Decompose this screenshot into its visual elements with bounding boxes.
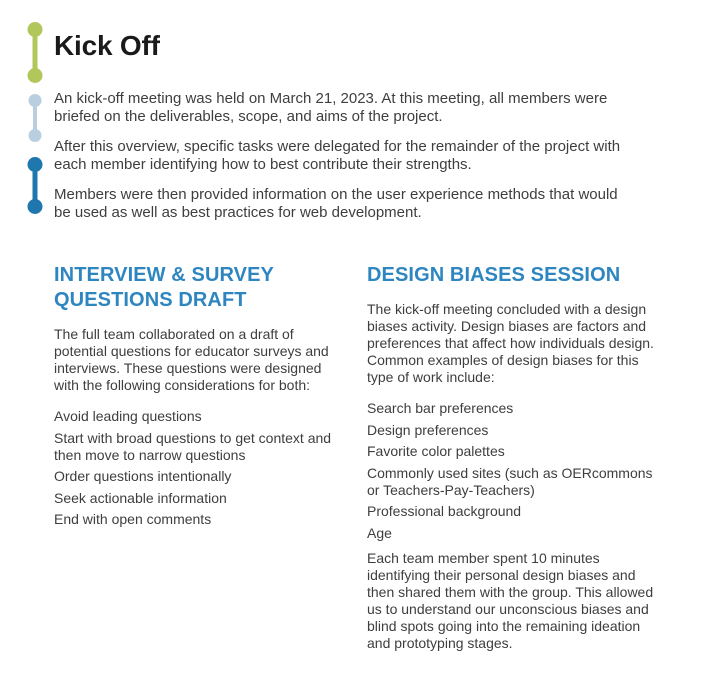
timeline-connector-darkblue-icon xyxy=(27,157,42,214)
intro-section xyxy=(54,90,634,234)
interview-survey-column xyxy=(54,263,345,652)
timeline-dot-icon xyxy=(27,68,42,83)
considerations-list xyxy=(54,408,345,528)
list-item: Age xyxy=(367,524,392,541)
section-heading-interview-survey: INTERVIEW & SURVEY QUESTIONS DRAFT xyxy=(54,264,274,311)
section-paragraph: The full team collaborated on a draft of potential questions for educator surveys and interviews. These questions were designed with the following considerations for both: xyxy=(54,326,329,393)
list-item: End with open comments xyxy=(54,511,212,527)
timeline-connector-lightblue-icon xyxy=(28,94,41,142)
section-paragraph: Each team member spent 10 minutes identifying their personal design biases and then shared them with the group. This allowed us to understand our unconscious biases and blind spots going into the remaining ideation and prototyping stages. xyxy=(367,549,654,651)
design-biases-column xyxy=(367,263,660,652)
list-item: Avoid leading questions xyxy=(54,408,202,424)
list-item: Start with broad questions to get context and then move to narrow questions xyxy=(54,429,332,463)
timeline-dot-icon xyxy=(28,129,41,142)
page-title: Kick Off xyxy=(54,30,160,61)
intro-paragraph: An kick-off meeting was held on March 21, 2023. At this meeting, all members were briefed on the deliverables, scope, and aims of the project. xyxy=(54,90,608,125)
section-paragraph: The kick-off meeting concluded with a design biases activity. Design biases are factors and preferences that affect how individuals design. Common examples of design biases for this type of work include: xyxy=(367,301,654,385)
list-item: Professional background xyxy=(367,503,522,519)
list-item: Order questions intentionally xyxy=(54,468,232,484)
list-item: Seek actionable information xyxy=(54,489,227,506)
list-item: Design preferences xyxy=(367,421,489,438)
timeline-connector-green-icon xyxy=(27,22,42,83)
list-item: Favorite color palettes xyxy=(367,443,505,459)
list-item: Commonly used sites (such as OERcommons or Teachers-Pay-Teachers) xyxy=(367,464,653,498)
columns-section xyxy=(54,263,660,652)
intro-paragraph: After this overview, specific tasks were delegated for the remainder of the project with each member identifying how to best contribute their strengths. xyxy=(54,138,621,173)
list-item: Search bar preferences xyxy=(367,400,514,416)
timeline-dot-icon xyxy=(27,199,42,214)
section-heading-design-biases: DESIGN BIASES SESSION xyxy=(367,264,621,286)
intro-paragraph: Members were then provided information on the user experience methods that would be used as well as best practices for web development. xyxy=(54,186,618,221)
design-biases-list xyxy=(367,400,660,542)
